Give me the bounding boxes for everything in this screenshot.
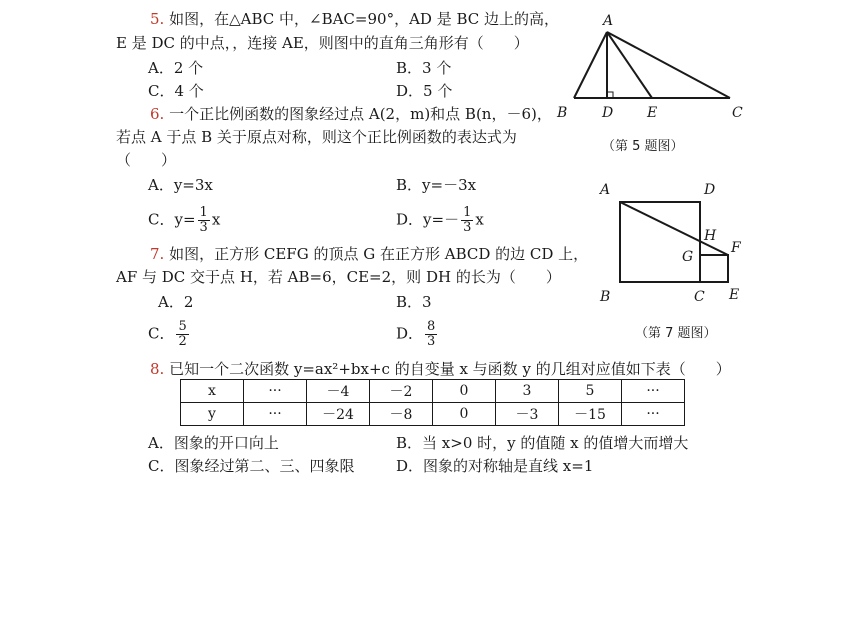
q5-number: 5. xyxy=(150,10,165,28)
q5-option-a[interactable]: A．2 个 xyxy=(148,59,204,77)
q6-option-c-prefix: C．y= xyxy=(148,210,196,229)
q7-option-d-prefix: D． xyxy=(396,324,424,343)
table-cell: x xyxy=(181,380,244,403)
q6-option-d-fraction: $\frac{1}{3}$ xyxy=(463,205,472,235)
q6-line1 xyxy=(150,104,552,124)
q7-option-d[interactable] xyxy=(396,320,439,349)
table-cell: －8 xyxy=(370,403,433,426)
table-cell: 3 xyxy=(496,380,559,403)
table-cell: －15 xyxy=(559,403,622,426)
q6-stem-3: （ ） xyxy=(116,151,177,169)
q6-stem-1: 一个正比例函数的图象经过点 A(2，m)和点 B(n，－6)， xyxy=(169,105,552,123)
q6-option-a[interactable]: A．y=3x xyxy=(148,176,213,194)
table-cell: －3 xyxy=(496,403,559,426)
q7-line1 xyxy=(150,244,588,264)
q7-option-c[interactable] xyxy=(148,320,191,349)
q6-option-c[interactable]: C．y= $\frac{1}{3}$ x xyxy=(148,205,221,235)
fig7-label-f: F xyxy=(731,240,741,256)
table-cell: 5 xyxy=(559,380,622,403)
figure-7 xyxy=(590,178,755,310)
q6-number: 6. xyxy=(150,105,165,123)
q7-option-b[interactable]: B．3 xyxy=(396,293,432,311)
q5-line1 xyxy=(150,9,559,29)
q6-option-c-fraction: $\frac{1}{3}$ xyxy=(199,205,208,235)
fig7-caption: （第 7 题图） xyxy=(635,326,717,341)
table-cell: 0 xyxy=(433,380,496,403)
fig5-label-d: D xyxy=(602,105,614,121)
q8-option-c[interactable]: C．图象经过第二、三、四象限 xyxy=(148,457,355,475)
q8-option-b[interactable]: B．当 x>0 时，y 的值随 x 的值增大而增大 xyxy=(396,434,689,452)
table-cell: ··· xyxy=(244,403,307,426)
q7-stem-1: 如图，正方形 CEFG 的顶点 G 在正方形 ABCD 的边 CD 上， xyxy=(169,245,589,263)
table-cell: 0 xyxy=(433,403,496,426)
q8-option-d[interactable]: D．图象的对称轴是直线 x=1 xyxy=(396,457,594,475)
q7-option-a[interactable]: A．2 xyxy=(158,293,194,311)
fig5-label-a: A xyxy=(603,13,614,29)
q8-line1 xyxy=(150,359,731,379)
q6-option-d-prefix: D．y=－ xyxy=(396,210,460,229)
table-row xyxy=(181,403,685,426)
q8-option-a[interactable]: A．图象的开口向上 xyxy=(148,434,279,452)
table-cell: y xyxy=(181,403,244,426)
q7-option-d-fraction: $\frac{8}{3}$ xyxy=(427,319,436,349)
figure-5 xyxy=(545,8,755,123)
fig7-label-b: B xyxy=(600,289,611,305)
table-cell: －4 xyxy=(307,380,370,403)
q5-option-c[interactable]: C．4 个 xyxy=(148,82,204,100)
fig5-label-b: B xyxy=(557,105,568,121)
table-cell: ··· xyxy=(244,380,307,403)
fig7-label-c: C xyxy=(694,289,705,305)
q6-option-d[interactable]: D．y=－ $\frac{1}{3}$ x xyxy=(396,205,484,235)
table-cell: ··· xyxy=(622,380,685,403)
q8-number: 8. xyxy=(150,360,165,378)
fig7-label-h: H xyxy=(704,228,717,244)
values-table xyxy=(180,379,685,426)
fig5-caption: （第 5 题图） xyxy=(602,139,684,154)
q5-stem-2: E 是 DC 的中点，，连接 AE，则图中的直角三角形有（ ） xyxy=(116,34,529,52)
table-row xyxy=(181,380,685,403)
q5-option-d[interactable]: D．5 个 xyxy=(396,82,453,100)
fig7-label-d: D xyxy=(704,182,716,198)
table-cell: －24 xyxy=(307,403,370,426)
fig5-label-c: C xyxy=(732,105,743,121)
fig7-label-e: E xyxy=(729,287,740,303)
fig5-label-e: E xyxy=(647,105,658,121)
q5-option-b[interactable]: B．3 个 xyxy=(396,59,452,77)
fig7-label-g: G xyxy=(682,249,694,265)
fig7-label-a: A xyxy=(600,182,611,198)
table-cell: ··· xyxy=(622,403,685,426)
table-cell: －2 xyxy=(370,380,433,403)
q6-stem-2: 若点 A 于点 B 关于原点对称，则这个正比例函数的表达式为 xyxy=(116,128,517,146)
q7-stem-2: AF 与 DC 交于点 H，若 AB=6，CE=2，则 DH 的长为（ ） xyxy=(116,268,561,286)
q7-option-c-fraction: $\frac{5}{2}$ xyxy=(178,319,187,349)
q6-option-b[interactable]: B．y=－3x xyxy=(396,176,477,194)
q7-number: 7. xyxy=(150,245,165,263)
q7-option-c-prefix: C． xyxy=(148,324,175,343)
q5-stem-1: 如图，在△ABC 中，∠BAC=90°，AD 是 BC 边上的高， xyxy=(169,10,560,28)
q8-stem: 已知一个二次函数 y=ax²+bx+c 的自变量 x 与函数 y 的几组对应值如下表（ ） xyxy=(169,360,731,378)
